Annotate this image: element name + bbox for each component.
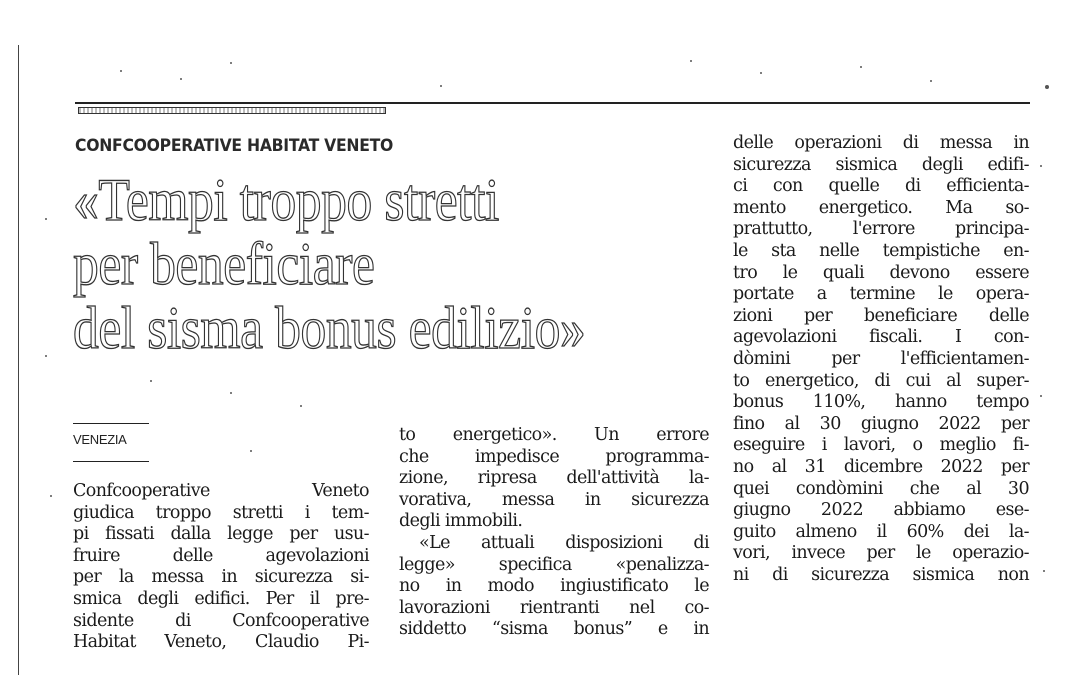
body-column-1 [73,481,369,654]
scan-speck [1040,395,1042,397]
scan-speck [1040,165,1042,167]
text-line: to energetico». Un errore [399,425,709,445]
text-line: dòmini per l'efficientamen- [733,348,1029,369]
text-line: mento energetico. Ma so- [733,197,1029,218]
text-line: fruire delle agevolazioni [73,545,369,566]
body-column-2 [399,425,709,641]
text-line: legge» specifica «penalizza- [399,554,709,575]
text-line: «Le attuali disposizioni di [419,532,709,553]
scan-speck [50,495,52,497]
text-line: degli immobili. [399,511,523,532]
scan-speck [860,66,862,68]
text-line: quei condòmini che al 30 [733,478,1029,499]
scan-speck [120,70,122,72]
scan-speck [230,62,232,64]
text-line: portate a termine le opera- [733,284,1029,305]
text-line: che impedisce programma- [399,446,709,467]
text-line: zioni per beneficiare delle [733,305,1029,326]
scan-speck [45,355,47,357]
scan-speck [150,380,152,382]
text-line: vorativa, messa in sicurezza [399,489,709,510]
dateline-rule-bottom [73,461,149,462]
dateline-rule-top [73,423,149,424]
text-line: tro le quali devono essere [733,262,1029,283]
scan-speck [300,405,302,407]
text-line: zione, ripresa dell'attività la- [399,468,709,489]
headline-line-1: «Tempi troppo stretti [73,167,499,233]
scan-speck [690,60,692,62]
text-line: smica degli edifici. Per il pre- [73,588,369,609]
text-line: vori, invece per le operazio- [733,543,1029,564]
text-line: agevolazioni fiscali. I con- [733,327,1029,348]
page-edge-line [18,45,19,675]
text-line: sidente di Confcooperative [73,610,369,631]
scan-speck [45,218,47,220]
text-line: bonus 110%, hanno tempo [733,392,1029,413]
text-line: prattutto, l'errore principa- [733,219,1029,240]
scan-speck [1045,85,1049,89]
scan-speck [930,80,932,82]
scan-speck [250,450,252,452]
scan-speck [440,85,442,87]
text-line: giugno 2022 abbiamo ese- [733,500,1029,521]
text-line: ni di sicurezza sismica non [733,564,1029,585]
scan-speck [230,392,232,394]
headline-line-2: per beneficiare [73,231,375,297]
text-line: siddetto “sisma bonus” e in [399,619,709,640]
text-line: sicurezza sismica degli edifi- [733,154,1029,175]
text-line: pi fissati dalla legge per usu- [73,524,369,545]
scan-speck [760,72,762,74]
headline-line-3: del sisma bonus edilizio» [73,295,586,361]
text-line: delle operazioni di messa in [733,133,1029,153]
text-line: le sta nelle tempistiche en- [733,240,1029,261]
text-line: Habitat Veneto, Claudio Pi- [73,632,369,653]
scan-speck [180,78,182,80]
section-bar [78,107,386,114]
text-line: eseguire i lavori, o meglio fi- [733,435,1029,456]
scan-speck [1043,570,1045,572]
text-line: to energetico, di cui al super- [733,370,1029,391]
text-line: lavorazioni rientranti nel co- [399,597,709,618]
text-line: no al 31 dicembre 2022 per [733,456,1029,477]
dateline: VENEZIA [73,432,127,447]
body-column-3 [733,133,1029,586]
text-line: no in modo ingiustificato le [399,576,709,597]
kicker: CONFCOOPERATIVE HABITAT VENETO [75,136,394,156]
text-line: fino al 30 giugno 2022 per [733,413,1029,434]
headline [73,168,641,360]
text-line: per la messa in sicurezza si- [73,567,369,588]
text-line: ci con quelle di efficienta- [733,176,1029,197]
text-line: Confcooperative Veneto [73,481,369,501]
text-line: guito almeno il 60% dei la- [733,521,1029,542]
text-line: giudica troppo stretti i tem- [73,502,369,523]
top-rule [75,102,1030,104]
